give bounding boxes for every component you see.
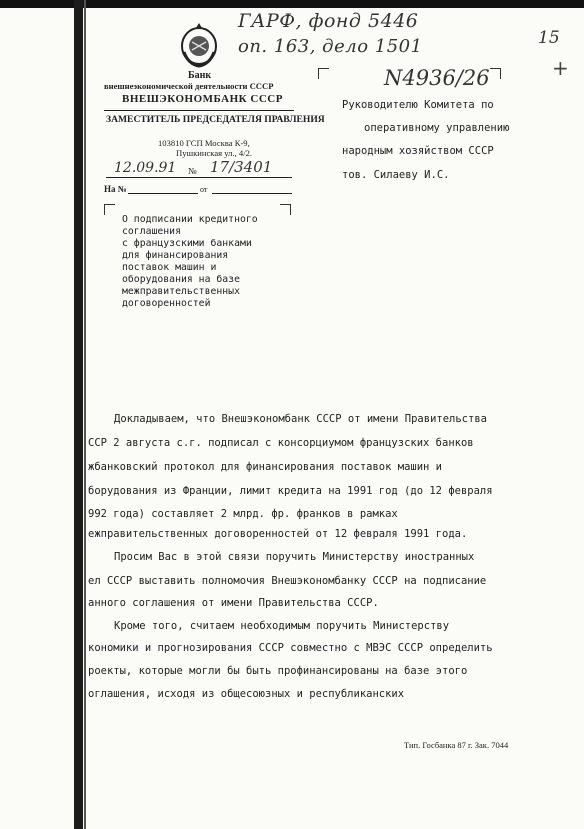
body-p3-line-2: кономики и прогнозирования СССР совместно с МВЭС СССР определить: [88, 642, 493, 654]
body-p1-line-3: жбанковский протокол для финансирования поставок машин и: [88, 461, 443, 473]
letterhead-bank-full: внешнеэкономической деятельности СССР: [104, 81, 274, 91]
body-p1-line-5: 992 года) составляет 2 млрд. фр. франков в рамках: [88, 508, 398, 520]
subject-bracket-left: [104, 204, 115, 215]
body-p3-line-3: роекты, которые могли бы быть профинансированы на базе этого: [88, 665, 468, 677]
letterhead-divider: [104, 110, 294, 111]
body-p1-line-1: Докладываем, что Внешэкономбанк СССР от имени Правительства: [114, 413, 487, 425]
letter-date: 12.09.91: [114, 160, 177, 176]
subject-line: О подписании кредитного: [122, 214, 258, 225]
body-p3-line-1: Кроме того, считаем необходимым поручить Министерству: [114, 620, 450, 632]
body-p3-line-4: оглашения, исходя из общесоюзных и республиканских: [88, 688, 405, 700]
reference-underline-1: [128, 193, 198, 194]
body-p2-line-3: анного соглашения от имени Правительства СССР.: [88, 597, 379, 609]
reference-label: На №: [104, 184, 127, 194]
subject-line: соглашения: [122, 226, 181, 237]
scan-binding-shadow: [84, 0, 86, 829]
ussr-emblem-icon: [178, 22, 220, 68]
addressee-line-1: Руководителю Комитета по: [342, 99, 494, 111]
body-p1-line-6: ежправительственных договоренностей от 12 февраля 1991 года.: [88, 528, 468, 540]
body-p2-line-2: ел СССР выставить полномочия Внешэкономбанку СССР на подписание: [88, 575, 487, 587]
letterhead-position: ЗАМЕСТИТЕЛЬ ПРЕДСЕДАТЕЛЯ ПРАВЛЕНИЯ: [106, 114, 325, 125]
body-p1-line-2: ССР 2 августа с.г. подписал с консорциумом французских банков: [88, 437, 474, 449]
addressee-line-3: народным хозяйством СССР: [342, 145, 494, 157]
subject-line: с французскими банками: [122, 238, 252, 249]
addressee-bracket-right: [490, 68, 501, 79]
letterhead-address-1: 103810 ГСП Москва К-9,: [158, 138, 250, 148]
letterhead-bank: Банк: [188, 70, 212, 81]
subject-line: оборудования на базе: [122, 274, 240, 285]
addressee-line-4: тов. Силаеву И.С.: [342, 169, 450, 181]
scan-top-edge: [0, 0, 584, 8]
body-p2-line-1: Просим Вас в этой связи поручить Министерству иностранных: [114, 551, 475, 563]
subject-line: для финансирования: [122, 250, 229, 261]
reference-from: от: [200, 185, 208, 194]
registration-number: N4936/26: [384, 66, 490, 90]
subject-line: межправительственных: [122, 286, 240, 297]
page-mark-cross: +: [552, 56, 569, 80]
letterhead-bank-short: ВНЕШЭКОНОМБАНК СССР: [122, 93, 283, 105]
archive-note-line2: оп. 163, дело 1501: [238, 36, 423, 57]
subject-block: [122, 214, 258, 310]
scan-binding-edge: [74, 0, 83, 829]
subject-line: поставок машин и: [122, 262, 217, 273]
letter-number: 17/3401: [210, 158, 273, 176]
addressee-line-2: оперативному управлению: [364, 122, 510, 134]
archive-note-line1: ГАРФ, фонд 5446: [238, 10, 419, 32]
body-p1-line-4: борудования из Франции, лимит кредита на 1991 год (до 12 февраля: [88, 485, 493, 497]
subject-bracket-right: [280, 204, 291, 215]
date-underline: [106, 177, 292, 178]
subject-line: договоренностей: [122, 298, 211, 309]
reference-underline-2: [212, 193, 292, 194]
print-footer: Тип. Госбанка 87 г. Зак. 7044: [404, 740, 509, 750]
letterhead-address-2: Пушкинская ул., 4/2.: [176, 148, 253, 158]
addressee-bracket-left: [318, 68, 329, 79]
letter-number-label: №: [188, 166, 197, 176]
page-mark: 15: [538, 28, 560, 48]
